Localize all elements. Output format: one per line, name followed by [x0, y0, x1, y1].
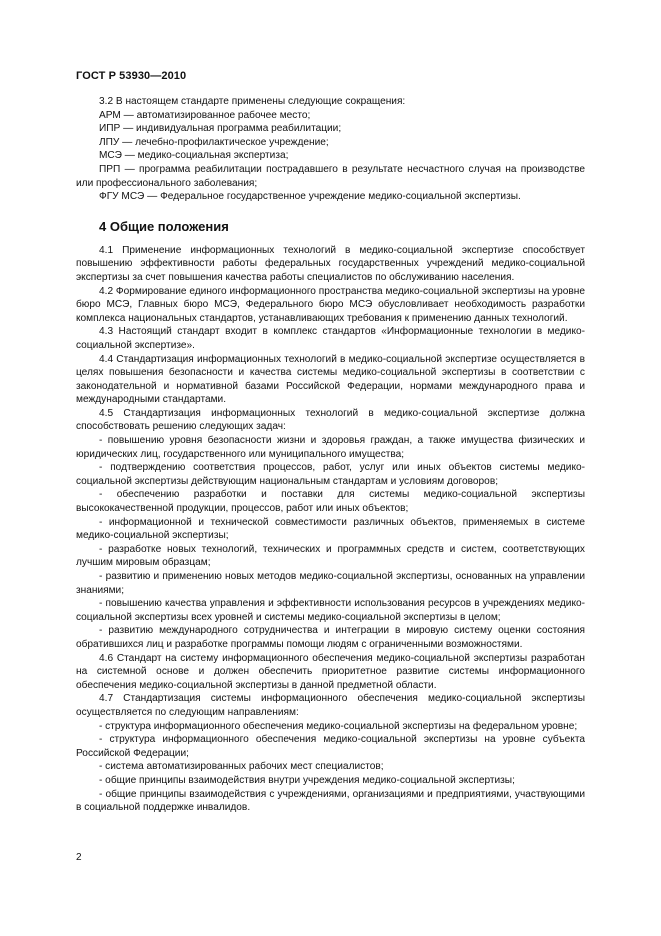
- task-item: - развитию и применению новых методов медико-социальной экспертизы, основанных на управлении знаниями;: [76, 571, 585, 596]
- paragraph-4-4: 4.4 Стандартизация информационных технологий в медико-социальной экспертизе осуществляется в целях повышения безопасности и качества системы медико-социальной экспертизы в соответствии с законодательной и нормативной базами Российской Федерации, нормами международного права и международными стандартами.: [76, 353, 585, 406]
- section-3-2-intro: 3.2 В настоящем стандарте применены следующие сокращения:: [99, 96, 406, 107]
- paragraph-4-5: 4.5 Стандартизация информационных технологий в медико-социальной экспертизе должна способствовать решению следующих задач:: [76, 407, 585, 433]
- direction-item: - общие принципы взаимодействия внутри учреждения медико-социальной экспертизы;: [99, 774, 515, 786]
- abbreviation-item: ЛПУ — лечебно-профилактическое учреждение;: [99, 136, 329, 148]
- page-number: 2: [76, 852, 82, 863]
- paragraph-4-2: 4.2 Формирование единого информационного пространства медико-социальной экспертизы на уровне бюро МСЭ, Главных бюро МСЭ, Федерального бюро МСЭ обусловливает необходимость разработки комплекса национальных стандартов, устанавливающих требования к применению данных технологий.: [76, 285, 585, 324]
- task-item: - информационной и технической совместимости различных объектов, применяемых в системе медико-социальной экспертизы;: [76, 516, 585, 542]
- section-4-title: 4 Общие положения: [99, 218, 229, 234]
- direction-item: - структура информационного обеспечения медико-социальной экспертизы на уровне субъекта Российской Федерации;: [76, 734, 585, 759]
- task-item: - обеспечению разработки и поставки для системы медико-социальной экспертизы высококачественной продукции, процессов, работ или иных объектов;: [76, 489, 585, 515]
- abbreviation-item: ПРП — программа реабилитации пострадавшего в результате несчастного случая на производстве или профессионального заболевания;: [76, 163, 585, 189]
- task-item: - повышению уровня безопасности жизни и здоровья граждан, а также имущества физических и юридических лиц, государственного или муниципального имущества;: [76, 435, 585, 460]
- direction-item: - система автоматизированных рабочих мест специалистов;: [99, 761, 384, 773]
- abbreviation-item: ИПР — индивидуальная программа реабилитации;: [99, 123, 342, 135]
- paragraph-4-3: 4.3 Настоящий стандарт входит в комплекс стандартов «Информационные технологии в медико-социальной экспертизе».: [76, 326, 585, 351]
- task-item: - развитию международного сотрудничества и интеграции в мировую систему оценки состояния обратившихся лиц и разработке программы помощи людям с ограниченными возможностями.: [76, 625, 585, 650]
- task-item: - разработке новых технологий, технических и программных средств и систем, соответствующих лучшим мировым образцам;: [76, 543, 585, 569]
- abbreviation-item: ФГУ МСЭ — Федеральное государственное учреждение медико-социальной экспертизы.: [99, 191, 521, 203]
- paragraph-4-6: 4.6 Стандарт на систему информационного обеспечения медико-социальной экспертизы разработан на системной основе и должен обеспечить приоритетное развитие системы информационного обеспечения медико-социальной экспертизы в данной предметной области.: [76, 652, 585, 691]
- abbreviation-item: АРМ — автоматизированное рабочее место;: [99, 109, 311, 121]
- task-item: - повышению качества управления и эффективности использования ресурсов в учреждениях медико-социальной экспертизы всех уровней и системы медико-социальной экспертизы в целом;: [76, 598, 585, 623]
- document-body: [76, 95, 585, 815]
- abbreviation-item: МСЭ — медико-социальная экспертиза;: [99, 150, 289, 162]
- document-code-header: ГОСТ Р 53930—2010: [76, 70, 187, 82]
- paragraph-4-7: 4.7 Стандартизация системы информационного обеспечения медико-социальной экспертизы осуществляется по следующим направлениям:: [76, 693, 585, 718]
- direction-item: - структура информационного обеспечения медико-социальной экспертизы на федеральном уровне;: [99, 720, 578, 732]
- task-item: - подтверждению соответствия процессов, работ, услуг или иных объектов системы медико-социальной экспертизы действующим национальным стандартам и условиям договоров;: [76, 462, 585, 487]
- direction-item: - общие принципы взаимодействия с учреждениями, организациями и предприятиями, участвующими в социальной поддержке инвалидов.: [76, 788, 585, 814]
- paragraph-4-1: 4.1 Применение информационных технологий в медико-социальной экспертизе способствует повышению эффективности работы федеральных государственных учреждений медико-социальной экспертизы за счет повышения качества работы специалистов по обслуживанию населения.: [76, 244, 585, 283]
